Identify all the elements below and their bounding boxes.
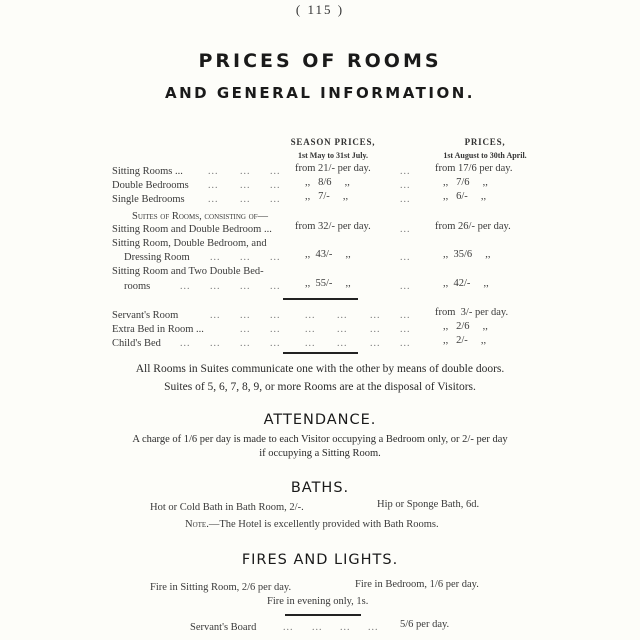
leader-dots: ...	[270, 166, 281, 177]
suite-label: Sitting Room and Two Double Bed-	[112, 266, 264, 277]
leader-dots: ...	[240, 310, 251, 321]
note-label: Note.	[185, 519, 209, 530]
divider-rule	[283, 298, 358, 300]
leader-dots: ...	[210, 338, 221, 349]
attendance-text: if occupying a Sitting Room.	[259, 448, 381, 459]
leader-dots: ...	[240, 324, 251, 335]
page-subtitle: AND GENERAL INFORMATION.	[164, 84, 475, 102]
leader-dots: ...	[370, 310, 381, 321]
suites-heading: Suites of Rooms, consisting of—	[132, 211, 269, 222]
leader-dots: ...	[400, 224, 411, 235]
leader-dots: ...	[240, 180, 251, 191]
season-price: from 21/- per day.	[295, 163, 371, 174]
season-price: ,, 7/- ,,	[305, 191, 349, 202]
season-price: from 32/- per day.	[295, 221, 371, 232]
leader-dots: ...	[270, 194, 281, 205]
leader-dots: ...	[340, 622, 351, 633]
leader-dots: ...	[368, 622, 379, 633]
suites-note: All Rooms in Suites communicate one with the other by means of double doors.	[135, 363, 505, 375]
leader-dots: ...	[400, 166, 411, 177]
fires-heading: FIRES AND LIGHTS.	[241, 552, 399, 568]
leader-dots: ...	[400, 310, 411, 321]
divider-rule	[285, 614, 361, 616]
extra-label: Servant's Room	[112, 310, 179, 321]
leader-dots: ...	[240, 194, 251, 205]
leader-dots: ...	[337, 324, 348, 335]
offseason-price: from 17/6 per day.	[435, 163, 513, 174]
leader-dots: ...	[283, 622, 294, 633]
fire-bedroom: Fire in Bedroom, 1/6 per day.	[355, 579, 479, 590]
leader-dots: ...	[208, 194, 219, 205]
offseason-price: ,, 6/- ,,	[443, 191, 487, 202]
leader-dots: ...	[305, 310, 316, 321]
leader-dots: ...	[337, 310, 348, 321]
suite-label: Sitting Room and Double Bedroom ...	[112, 224, 272, 235]
fire-sitting-room: Fire in Sitting Room, 2/6 per day.	[150, 582, 292, 593]
leader-dots: ...	[180, 338, 191, 349]
leader-dots: ...	[337, 338, 348, 349]
leader-dots: ...	[270, 281, 281, 292]
leader-dots: ...	[180, 281, 191, 292]
page-number: ( 115 )	[295, 2, 345, 17]
leader-dots: ...	[208, 180, 219, 191]
leader-dots: ...	[305, 324, 316, 335]
leader-dots: ...	[210, 281, 221, 292]
leader-dots: ...	[400, 180, 411, 191]
suite-label: Sitting Room, Double Bedroom, and	[112, 238, 267, 249]
offseason-column-heading: PRICES,	[464, 137, 506, 147]
leader-dots: ...	[240, 281, 251, 292]
leader-dots: ...	[400, 281, 411, 292]
room-label: Double Bedrooms	[112, 180, 189, 191]
offseason-price: from 26/- per day.	[435, 221, 511, 232]
offseason-price: ,, 7/6 ,,	[443, 177, 488, 188]
leader-dots: ...	[400, 338, 411, 349]
suite-label-cont: Dressing Room	[124, 252, 190, 263]
page-title: PRICES OF ROOMS	[198, 50, 442, 72]
leader-dots: ...	[270, 324, 281, 335]
suite-label-cont: rooms	[124, 281, 151, 292]
leader-dots: ...	[270, 180, 281, 191]
offseason-price: ,, 35/6 ,,	[443, 249, 491, 260]
hot-cold-bath: Hot or Cold Bath in Bath Room, 2/-.	[150, 502, 304, 513]
season-price: ,, 8/6 ,,	[305, 177, 350, 188]
baths-note	[185, 519, 439, 530]
extra-price: ,, 2/- ,,	[443, 335, 487, 346]
season-price: ,, 43/- ,,	[305, 249, 351, 260]
leader-dots: ...	[312, 622, 323, 633]
season-price: ,, 55/- ,,	[305, 278, 351, 289]
leader-dots: ...	[400, 194, 411, 205]
leader-dots: ...	[270, 310, 281, 321]
leader-dots: ...	[400, 252, 411, 263]
room-label: Single Bedrooms	[112, 194, 185, 205]
attendance-text: A charge of 1/6 per day is made to each Visitor occupying a Bedroom only, or 2/- per day	[132, 434, 508, 445]
season-column-heading: SEASON PRICES,	[290, 137, 376, 147]
leader-dots: ...	[305, 338, 316, 349]
leader-dots: ...	[240, 252, 251, 263]
offseason-column-period: 1st August to 30th April.	[443, 151, 527, 160]
leader-dots: ...	[208, 166, 219, 177]
extra-price: ,, 2/6 ,,	[443, 321, 488, 332]
leader-dots: ...	[370, 338, 381, 349]
hip-sponge-bath: Hip or Sponge Bath, 6d.	[377, 499, 480, 510]
baths-heading: BATHS.	[290, 480, 350, 496]
leader-dots: ...	[370, 324, 381, 335]
room-label: Sitting Rooms ...	[112, 166, 183, 177]
leader-dots: ...	[210, 310, 221, 321]
servants-board-price: 5/6 per day.	[400, 619, 450, 630]
leader-dots: ...	[270, 252, 281, 263]
season-column-period: 1st May to 31st July.	[298, 151, 368, 160]
servants-board-label: Servant's Board	[190, 622, 257, 633]
leader-dots: ...	[240, 338, 251, 349]
leader-dots: ...	[210, 252, 221, 263]
divider-rule	[283, 352, 358, 354]
offseason-price: ,, 42/- ,,	[443, 278, 489, 289]
extra-label: Child's Bed	[112, 338, 161, 349]
leader-dots: ...	[270, 338, 281, 349]
extra-label: Extra Bed in Room ...	[112, 324, 204, 335]
note-text: —The Hotel is excellently provided with Bath Rooms.	[208, 519, 439, 530]
leader-dots: ...	[400, 324, 411, 335]
leader-dots: ...	[240, 166, 251, 177]
attendance-heading: ATTENDANCE.	[263, 412, 377, 428]
extra-price: from 3/- per day.	[435, 307, 509, 318]
fire-evening: Fire in evening only, 1s.	[267, 596, 369, 607]
suites-note: Suites of 5, 6, 7, 8, 9, or more Rooms are at the disposal of Visitors.	[164, 381, 476, 393]
